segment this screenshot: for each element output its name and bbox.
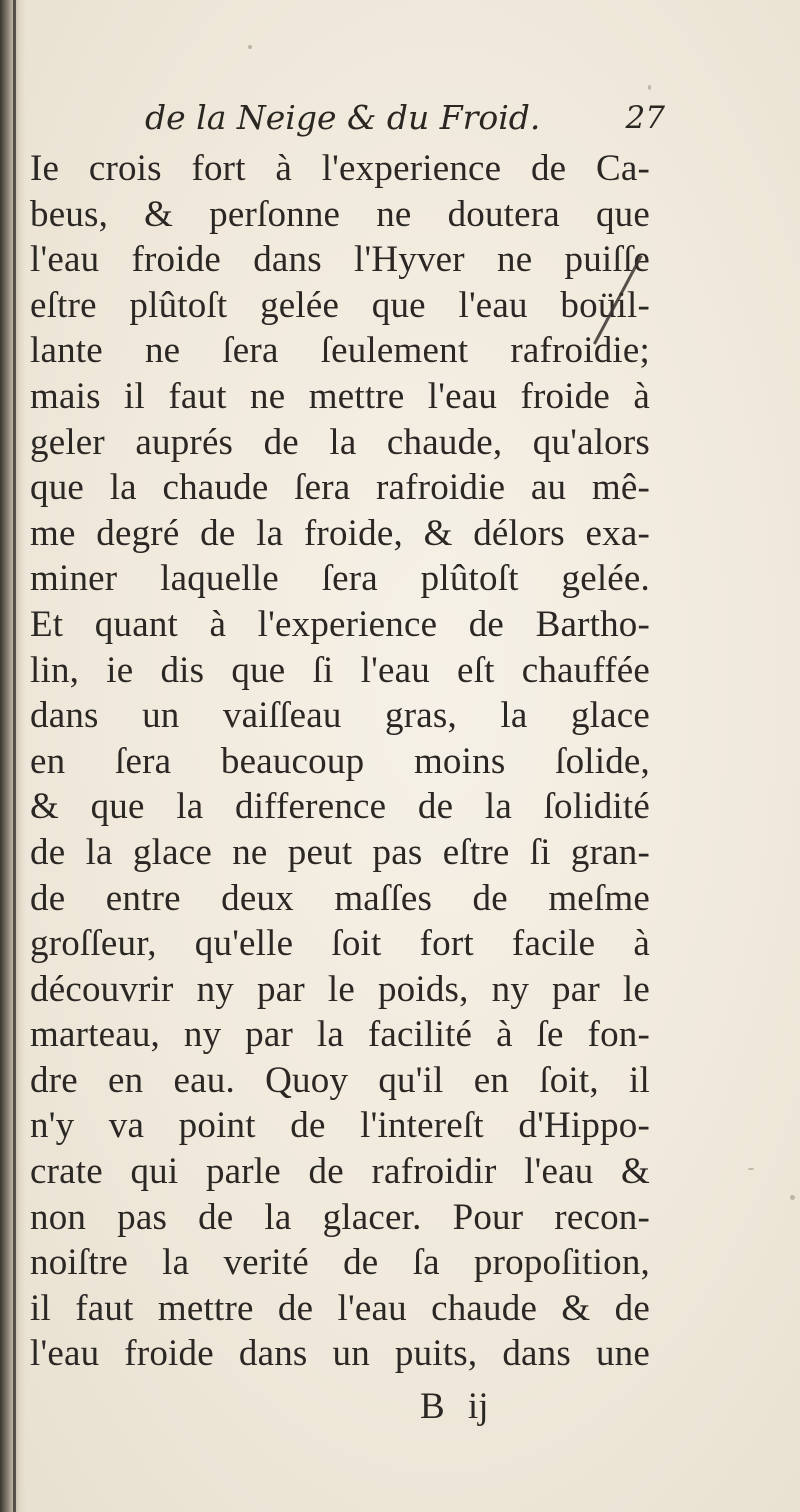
body-text <box>30 146 650 1377</box>
binding-gutter <box>0 0 26 1512</box>
text-line: l'eau froide dans l'Hyver ne puiſſe <box>30 239 650 281</box>
binding-edge-line <box>13 0 16 1512</box>
text-line: beus, & perſonne ne doutera que <box>30 193 650 235</box>
text-line: dre en eau. Quoy qu'il en ſoit, il <box>30 1059 650 1101</box>
text-line: en ſera beaucoup moins ſolide, <box>30 740 650 782</box>
text-line: geler auprés de la chaude, qu'alors <box>30 421 650 463</box>
page-header <box>145 98 665 142</box>
text-line: me degré de la froide, & délors exa- <box>30 512 650 554</box>
text-line: n'y va point de l'intereſt d'Hippo- <box>30 1105 650 1147</box>
text-line: découvrir ny par le poids, ny par le <box>30 968 650 1010</box>
text-line: & que la difference de la ſolidité <box>30 786 650 828</box>
text-line: que la chaude ſera rafroidie au mê- <box>30 467 650 509</box>
paper-speck <box>790 1195 795 1200</box>
running-head: de la Neige & du Froid. <box>145 98 541 137</box>
text-line: de la glace ne peut pas eſtre ſi gran- <box>30 831 650 873</box>
text-line: eſtre plûtoſt gelée que l'eau boüil- <box>30 284 650 326</box>
text-line: marteau, ny par la facilité à ſe fon- <box>30 1014 650 1056</box>
text-line: dans un vaiſſeau gras, la glace <box>30 695 650 737</box>
paper-speck <box>748 1168 754 1170</box>
text-line: l'eau froide dans un puits, dans une <box>30 1333 650 1375</box>
text-line: Ie crois fort à l'experience de Ca- <box>30 148 650 189</box>
text-line: il faut mettre de l'eau chaude & de <box>30 1287 650 1329</box>
page-number: 27 <box>625 100 665 136</box>
text-line: de entre deux maſſes de meſme <box>30 877 650 919</box>
paper-speck <box>648 85 651 90</box>
text-line: noiſtre la verité de ſa propoſition, <box>30 1242 650 1284</box>
text-line: lante ne ſera ſeulement rafroidie; <box>30 330 650 372</box>
text-line: crate qui parle de rafroidir l'eau & <box>30 1151 650 1193</box>
signature-mark: B ij <box>420 1386 489 1427</box>
text-line: mais il faut ne mettre l'eau froide à <box>30 375 650 417</box>
text-line: lin, ie dis que ſi l'eau eſt chauffée <box>30 649 650 691</box>
text-line: miner laquelle ſera plûtoſt gelée. <box>30 558 650 600</box>
text-line: Et quant à l'experience de Bartho- <box>30 603 650 645</box>
text-line: groſſeur, qu'elle ſoit fort facile à <box>30 923 650 965</box>
text-line: non pas de la glacer. Pour recon- <box>30 1196 650 1238</box>
paper-speck <box>248 45 252 49</box>
